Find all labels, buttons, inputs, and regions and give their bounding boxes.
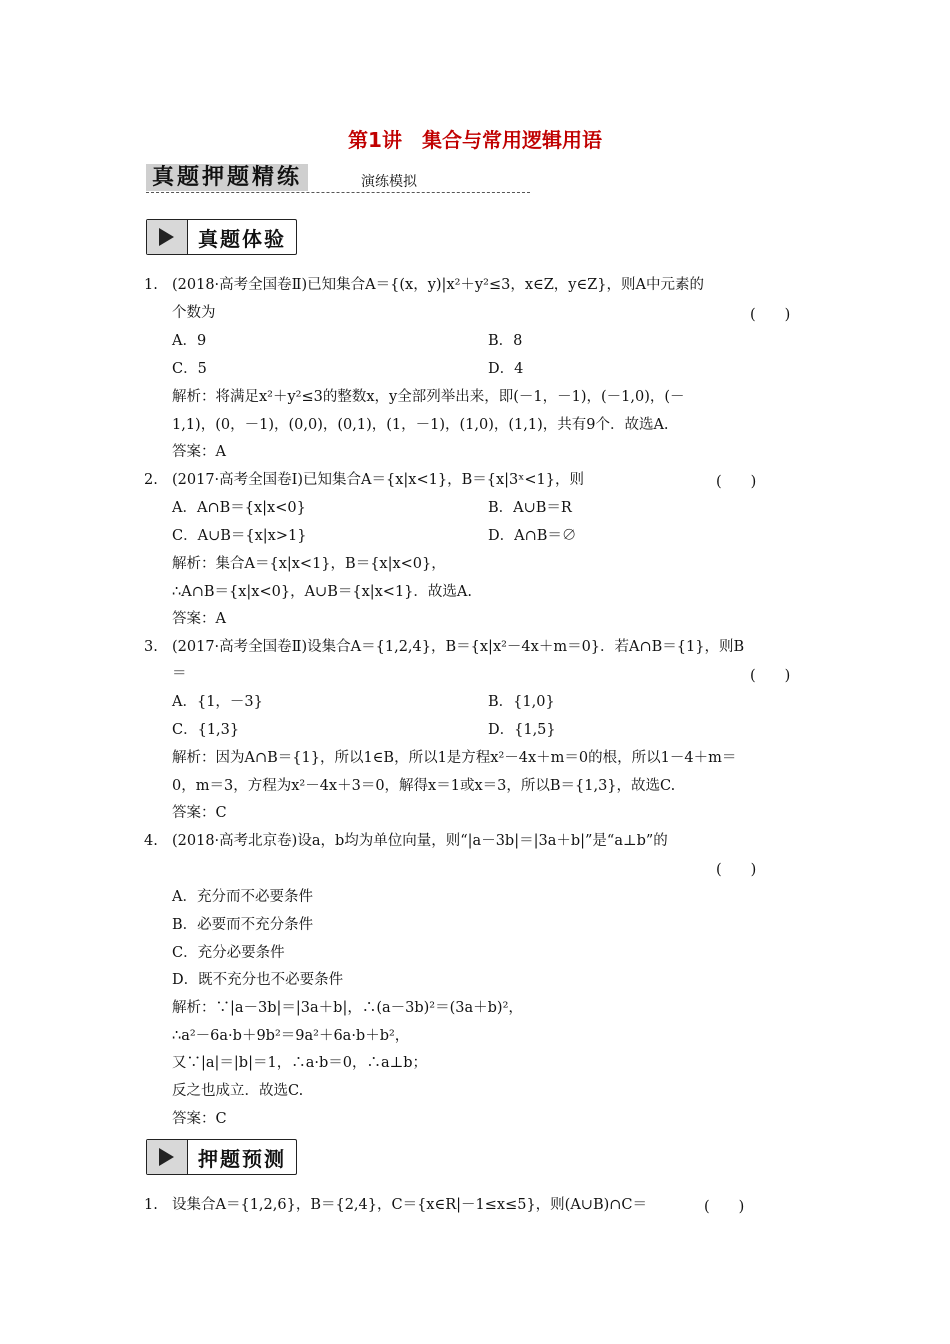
play-triangle-icon (147, 220, 188, 254)
banner-main-label: 真题押题精练 (146, 164, 308, 191)
q3-option-b: B．{1,0} (488, 694, 555, 710)
section-banner (146, 164, 530, 194)
q3-stem-line1: (2017·高考全国卷Ⅱ)设集合A＝{1,2,4}，B＝{x|x²－4x＋m＝0}．若A∩B＝{1}，则B (172, 639, 745, 655)
q4-option-a: A．充分而不必要条件 (172, 889, 313, 905)
q2-solution-line2: ∴A∩B＝{x|x<0}，A∪B＝{x|x<1}．故选A. (172, 584, 472, 600)
lecture-title: 第1讲 集合与常用逻辑用语 (348, 128, 602, 152)
q4-number: 4. (144, 833, 158, 849)
q4-answer: 答案：C (172, 1111, 227, 1127)
q4-answer-paren: ( ) (716, 862, 757, 878)
q1-stem-line1: (2018·高考全国卷Ⅱ)已知集合A＝{(x，y)|x²＋y²≤3，x∈Z，y∈Z}，则A中元素的 (172, 277, 704, 293)
section-label-predict: 押题预测 (198, 1146, 286, 1171)
q3-answer-paren: ( ) (750, 668, 791, 684)
q4-solution-line1: 解析：∵|a－3b|＝|3a＋b|，∴(a－3b)²＝(3a＋b)²， (172, 1000, 523, 1016)
q1-answer: 答案：A (172, 444, 226, 460)
q2-option-c: C．A∪B＝{x|x>1} (172, 528, 307, 544)
banner-sub-label: 演练模拟 (361, 174, 417, 190)
p1-answer-paren: ( ) (704, 1199, 745, 1215)
p1-stem-line1: 设集合A＝{1,2,6}，B＝{2,4}，C＝{x∈R|－1≤x≤5}，则(A∪B)∩C＝ (172, 1197, 648, 1213)
q2-number: 2. (144, 472, 158, 488)
section-header-predict (146, 1139, 297, 1175)
q3-option-d: D．{1,5} (488, 722, 556, 738)
q3-solution-line2: 0，m＝3，方程为x²－4x＋3＝0，解得x＝1或x＝3，所以B＝{1,3}，故选C. (172, 778, 676, 794)
play-triangle-icon (147, 1140, 188, 1174)
q4-option-b: B．必要而不充分条件 (172, 917, 314, 933)
q2-solution-line1: 解析：集合A＝{x|x<1}，B＝{x|x<0}， (172, 556, 446, 572)
p1-number: 1. (144, 1197, 158, 1213)
q3-answer: 答案：C (172, 805, 227, 821)
q2-stem-line1: (2017·高考全国卷Ⅰ)已知集合A＝{x|x<1}，B＝{x|3ˣ<1}，则 (172, 472, 585, 488)
q4-option-c: C．充分必要条件 (172, 945, 285, 961)
q1-stem-line2: 个数为 (172, 305, 216, 321)
q2-option-a: A．A∩B＝{x|x<0} (172, 500, 306, 516)
q2-option-b: B．A∪B＝R (488, 500, 572, 516)
q3-option-a: A．{1，－3} (172, 694, 263, 710)
q1-answer-paren: ( ) (750, 307, 791, 323)
section-label-real: 真题体验 (198, 226, 286, 251)
q1-number: 1. (144, 277, 158, 293)
q1-option-a: A．9 (172, 333, 207, 349)
q4-solution-line3: 又∵|a|＝|b|＝1，∴a·b＝0，∴a⊥b； (172, 1055, 428, 1071)
q4-option-d: D．既不充分也不必要条件 (172, 972, 344, 988)
q1-option-d: D．4 (488, 361, 524, 377)
section-header-real (146, 219, 297, 255)
q1-solution-line1: 解析：将满足x²＋y²≤3的整数x，y全部列举出来，即(－1，－1)，(－1,0)，(－ (172, 389, 685, 405)
q1-option-c: C．5 (172, 361, 207, 377)
q3-option-c: C．{1,3} (172, 722, 240, 738)
q3-stem-line2: ＝ (172, 666, 187, 682)
q4-solution-line2: ∴a²－6a·b＋9b²＝9a²＋6a·b＋b²， (172, 1028, 410, 1044)
q2-option-d: D．A∩B＝∅ (488, 528, 577, 544)
banner-dashed-rule (146, 192, 530, 193)
q2-answer: 答案：A (172, 611, 226, 627)
q4-stem-line1: (2018·高考北京卷)设a，b均为单位向量，则“|a－3b|＝|3a＋b|”是“a⊥b”的 (172, 833, 668, 849)
q3-number: 3. (144, 639, 158, 655)
q1-solution-line2: 1,1)，(0，－1)，(0,0)，(0,1)，(1，－1)，(1,0)，(1,1)，共有9个．故选A. (172, 417, 669, 433)
q4-solution-line4: 反之也成立．故选C. (172, 1083, 304, 1099)
q3-solution-line1: 解析：因为A∩B＝{1}，所以1∈B，所以1是方程x²－4x＋m＝0的根，所以1－4＋m＝ (172, 750, 737, 766)
q2-answer-paren: ( ) (716, 474, 757, 490)
q1-option-b: B．8 (488, 333, 523, 349)
